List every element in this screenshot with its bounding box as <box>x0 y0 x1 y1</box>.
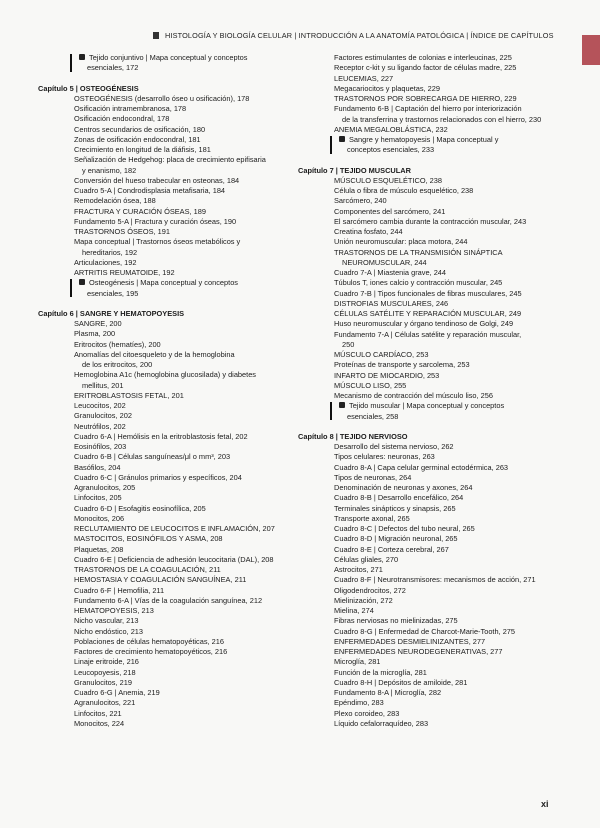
toc-entry <box>38 616 300 626</box>
toc-entry <box>298 719 568 729</box>
toc-entry <box>298 534 568 544</box>
toc-column-left <box>38 53 300 729</box>
entry-text: Células gliales, 270 <box>334 554 399 564</box>
toc-entry <box>38 463 300 473</box>
entry-text: 250 <box>342 339 355 349</box>
chapter-edge-tab <box>582 35 600 65</box>
entry-text: Transporte axonal, 265 <box>334 513 410 523</box>
entry-text: Plasma, 200 <box>74 329 116 339</box>
entry-text: Monocitos, 206 <box>74 513 125 523</box>
toc-entry <box>38 166 300 176</box>
entry-text: Cuadro 8-G | Enfermedad de Charcot-Marie-Tooth, 275 <box>334 626 516 636</box>
toc-entry <box>38 575 300 585</box>
entry-marker-bar <box>70 279 72 297</box>
entry-text: mellitus, 201 <box>82 380 124 390</box>
toc-entry <box>298 330 568 340</box>
entry-text: TRASTORNOS DE LA COAGULACIÓN, 211 <box>74 565 221 574</box>
entry-text: HEMOSTASIA Y COAGULACIÓN SANGUÍNEA, 211 <box>74 575 247 585</box>
entry-text: ENFERMEDADES DESMIELINIZANTES, 277 <box>334 636 486 646</box>
entry-text: Hemoglobina A1c (hemoglobina glucosilada) y diabetes <box>74 370 257 380</box>
page-number: xi <box>541 799 549 809</box>
entry-text: MÚSCULO LISO, 255 <box>334 380 407 390</box>
book-icon <box>339 136 345 142</box>
toc-entry <box>38 104 300 114</box>
entry-text: Cuadro 7-A | Miastenia grave, 244 <box>334 268 447 277</box>
toc-entry <box>298 678 568 688</box>
toc-entry <box>298 463 568 473</box>
toc-entry <box>38 657 300 667</box>
toc-entry <box>38 504 300 514</box>
entry-text: Cuadro 8-F | Neurotransmisores: mecanismos de acción, 271 <box>334 575 536 585</box>
toc-entry <box>38 258 300 268</box>
entry-text: Fundamento 5-A | Fractura y curación óseas, 190 <box>74 216 237 226</box>
toc-entry <box>38 186 300 196</box>
entry-text: HEMATOPOYESIS, 213 <box>74 606 154 615</box>
toc-entry <box>38 586 300 596</box>
entry-text: Receptor c-kit y su ligando factor de células madre, 225 <box>334 63 517 73</box>
entry-text: ENFERMEDADES NEURODEGENERATIVAS, 277 <box>334 647 503 656</box>
toc-entry <box>38 227 300 237</box>
toc-entry <box>298 473 568 483</box>
entry-text: El sarcómero cambia durante la contracción muscular, 243 <box>334 216 527 226</box>
entry-text: Célula o fibra de músculo esquelético, 238 <box>334 186 474 195</box>
toc-entry <box>38 678 300 688</box>
entry-text: Mapa conceptual | Trastornos óseos metabólicos y <box>74 237 241 247</box>
toc-entry <box>38 493 300 503</box>
concept-map-entry <box>38 278 300 288</box>
concept-map-entry <box>298 401 568 411</box>
entry-text: Sangre y hematopoyesis | Mapa conceptual y <box>349 135 499 144</box>
entry-text: Anomalías del citoesqueleto y de la hemoglobina <box>74 349 235 359</box>
toc-entry <box>298 524 568 534</box>
book-icon <box>79 279 85 285</box>
toc-entry <box>298 596 568 606</box>
entry-text: Túbulos T, iones calcio y contracción muscular, 245 <box>334 278 503 288</box>
toc-entry <box>38 432 300 442</box>
entry-text: Fundamento 8-A | Microglía, 282 <box>334 688 442 697</box>
toc-entry <box>298 627 568 637</box>
toc-entry <box>298 616 568 626</box>
toc-entry <box>298 565 568 575</box>
toc-entry <box>38 196 300 206</box>
toc-entry <box>298 637 568 647</box>
toc-entry <box>298 412 568 422</box>
entry-text: Remodelación ósea, 188 <box>74 196 156 206</box>
entry-text: Monocitos, 224 <box>74 718 125 728</box>
toc-entry <box>298 63 568 73</box>
entry-text: RECLUTAMIENTO DE LEUCOCITOS E INFLAMACIÓN, 207 <box>74 524 275 533</box>
running-header <box>153 31 573 43</box>
entry-text: Epéndimo, 283 <box>334 698 384 708</box>
entry-text: ERITROBLASTOSIS FETAL, 201 <box>74 390 184 400</box>
entry-text: Proteínas de transporte y sarcolema, 253 <box>334 360 470 370</box>
toc-entry <box>38 637 300 647</box>
entry-text: Cuadro 6-E | Deficiencia de adhesión leucocitaria (DAL), 208 <box>74 554 274 564</box>
toc-entry <box>38 606 300 616</box>
toc-entry <box>298 74 568 84</box>
entry-text: Fundamento 6-B | Captación del hierro por interiorización <box>334 104 522 114</box>
toc-entry <box>298 606 568 616</box>
toc-entry <box>38 401 300 411</box>
toc-entry <box>298 575 568 585</box>
entry-text: Plaquetas, 208 <box>74 544 124 554</box>
entry-text: Unión neuromuscular: placa motora, 244 <box>334 237 468 247</box>
header-square-icon <box>153 32 159 39</box>
toc-entry <box>298 278 568 288</box>
entry-text: FRACTURA Y CURACIÓN ÓSEAS, 189 <box>74 206 206 216</box>
entry-text: CÉLULAS SATÉLITE Y REPARACIÓN MUSCULAR, 249 <box>334 309 522 318</box>
toc-entry <box>38 411 300 421</box>
toc-entry <box>298 237 568 247</box>
toc-entry <box>298 350 568 360</box>
toc-entry <box>38 145 300 155</box>
entry-text: Sarcómero, 240 <box>334 196 387 206</box>
entry-text: Creatina fosfato, 244 <box>334 227 403 236</box>
entry-text: Centros secundarios de osificación, 180 <box>74 124 206 134</box>
entry-text: Componentes del sarcómero, 241 <box>334 206 446 216</box>
toc-entry <box>38 381 300 391</box>
toc-entry <box>298 176 568 186</box>
entry-text: Crecimiento en longitud de la diáfisis, 181 <box>74 145 211 154</box>
toc-entry <box>38 248 300 258</box>
entry-text: TRASTORNOS POR SOBRECARGA DE HIERRO, 229 <box>334 94 517 103</box>
entry-text: Granulocitos, 202 <box>74 411 132 421</box>
entry-text: Capítulo 7 | TEJIDO MUSCULAR <box>298 165 411 175</box>
toc-entry <box>38 340 300 350</box>
entry-text: Leucocitos, 202 <box>74 401 126 410</box>
entry-text: Cuadro 6-B | Células sanguíneas/μl o mm³, 203 <box>74 452 231 462</box>
toc-entry <box>298 207 568 217</box>
entry-text: Tejido conjuntivo | Mapa conceptual y conceptos <box>89 53 248 62</box>
book-icon <box>339 402 345 408</box>
toc-entry <box>298 319 568 329</box>
toc-entry <box>38 63 300 73</box>
entry-text: Cuadro 8-H | Depósitos de amiloide, 281 <box>334 677 468 687</box>
entry-text: NEUROMUSCULAR, 244 <box>342 257 427 267</box>
toc-entry <box>38 534 300 544</box>
entry-text: TRASTORNOS ÓSEOS, 191 <box>74 227 170 236</box>
entry-marker-bar <box>70 54 72 72</box>
entry-text: Función de la microglía, 281 <box>334 667 427 677</box>
toc-entry <box>298 299 568 309</box>
toc-entry <box>38 94 300 104</box>
toc-entry <box>38 207 300 217</box>
entry-text: Eosinófilos, 203 <box>74 442 127 451</box>
chapter-heading <box>298 166 568 176</box>
toc-entry <box>38 719 300 729</box>
toc-entry <box>298 84 568 94</box>
toc-entry <box>298 504 568 514</box>
entry-text: Cuadro 8-B | Desarrollo encefálico, 264 <box>334 493 464 503</box>
entry-text: Terminales sinápticos y sinapsis, 265 <box>334 503 456 513</box>
entry-marker-bar <box>330 402 332 420</box>
toc-entry <box>298 688 568 698</box>
entry-text: Tipos celulares: neuronas, 263 <box>334 452 435 462</box>
toc-entry <box>298 125 568 135</box>
entry-text: SANGRE, 200 <box>74 319 122 328</box>
toc-entry <box>38 217 300 227</box>
toc-column-right <box>298 53 568 729</box>
toc-entry <box>38 155 300 165</box>
toc-entry <box>38 698 300 708</box>
toc-entry <box>38 135 300 145</box>
header-title: HISTOLOGÍA Y BIOLOGÍA CELULAR | INTRODUCCIÓN A LA ANATOMÍA PATOLÓGICA | ÍNDICE DE CAPÍTULOS <box>165 31 554 40</box>
entry-text: Articulaciones, 192 <box>74 257 137 267</box>
toc-entry <box>298 493 568 503</box>
entry-text: Capítulo 6 | SANGRE Y HEMATOPOYESIS <box>38 308 185 318</box>
toc-entry <box>298 186 568 196</box>
toc-entry <box>38 452 300 462</box>
entry-text: Mecanismo de contracción del músculo liso, 256 <box>334 391 493 400</box>
entry-text: OSTEOGÉNESIS (desarrollo óseo u osificación), 178 <box>74 93 250 103</box>
entry-text: Eritrocitos (hematíes), 200 <box>74 339 161 349</box>
entry-text: Cuadro 6-F | Hemofilia, 211 <box>74 585 165 595</box>
entry-text: Fundamento 7-A | Células satélite y reparación muscular, <box>334 329 522 339</box>
toc-entry <box>38 555 300 565</box>
toc-entry <box>298 258 568 268</box>
toc-entry <box>38 289 300 299</box>
concept-map-entry <box>298 135 568 145</box>
toc-entry <box>298 391 568 401</box>
toc-entry <box>38 237 300 247</box>
entry-text: hereditarios, 192 <box>82 247 138 257</box>
toc-entry <box>298 709 568 719</box>
entry-text: de los eritrocitos, 200 <box>82 360 153 369</box>
entry-text: Factores estimulantes de colonias e interleucinas, 225 <box>334 53 512 62</box>
entry-text: DISTROFIAS MUSCULARES, 246 <box>334 298 449 308</box>
toc-entry <box>298 217 568 227</box>
entry-text: Capítulo 8 | TEJIDO NERVIOSO <box>298 431 408 441</box>
toc-entry <box>38 114 300 124</box>
entry-text: y enanismo, 182 <box>82 165 137 175</box>
toc-entry <box>38 176 300 186</box>
toc-entry <box>38 350 300 360</box>
entry-text: Basófilos, 204 <box>74 462 121 472</box>
toc-entry <box>38 565 300 575</box>
toc-entry <box>298 514 568 524</box>
entry-text: TRASTORNOS DE LA TRANSMISIÓN SINÁPTICA <box>334 247 503 257</box>
entry-text: Nicho endóstico, 213 <box>74 626 144 636</box>
entry-text: Plexo coroideo, 283 <box>334 708 400 718</box>
toc-entry <box>38 319 300 329</box>
book-icon <box>79 54 85 60</box>
entry-text: de la transferrina y trastornos relacionados con el hierro, 230 <box>342 114 542 124</box>
toc-entry <box>298 360 568 370</box>
entry-text: Cuadro 8-C | Defectos del tubo neural, 265 <box>334 524 475 533</box>
toc-entry <box>298 289 568 299</box>
toc-entry <box>298 145 568 155</box>
toc-entry <box>298 94 568 104</box>
toc-entry <box>38 627 300 637</box>
entry-text: MASTOCITOS, EOSINÓFILOS Y ASMA, 208 <box>74 534 223 544</box>
entry-text: Linaje eritroide, 216 <box>74 657 139 667</box>
entry-text: Osteogénesis | Mapa conceptual y conceptos <box>89 278 238 288</box>
toc-entry <box>298 196 568 206</box>
entry-text: Agranulocitos, 205 <box>74 483 136 492</box>
entry-text: esenciales, 195 <box>87 288 139 298</box>
toc-entry <box>38 709 300 719</box>
entry-text: Huso neuromuscular y órgano tendinoso de Golgi, 249 <box>334 319 514 329</box>
entry-text: Nicho vascular, 213 <box>74 616 139 626</box>
toc-entry <box>298 53 568 63</box>
entry-text: Neutrófilos, 202 <box>74 421 126 431</box>
toc-entry <box>298 248 568 258</box>
entry-text: Conversión del hueso trabecular en osteonas, 184 <box>74 175 240 185</box>
entry-text: Cuadro 6-C | Gránulos primarios y específicos, 204 <box>74 472 242 482</box>
entry-text: Poblaciones de células hematopoyéticas, 216 <box>74 636 224 646</box>
entry-text: ARTRITIS REUMATOIDE, 192 <box>74 268 175 277</box>
toc-entry <box>38 329 300 339</box>
toc-entry <box>38 473 300 483</box>
toc-entry <box>298 586 568 596</box>
toc-entry <box>298 668 568 678</box>
entry-text: esenciales, 258 <box>347 411 399 421</box>
toc-entry <box>298 340 568 350</box>
toc-entry <box>38 370 300 380</box>
toc-entry <box>38 483 300 493</box>
entry-text: Zonas de osificación endocondral, 181 <box>74 134 201 144</box>
entry-text: Líquido cefalorraquídeo, 283 <box>334 718 429 728</box>
entry-text: Linfocitos, 221 <box>74 708 122 718</box>
toc-entry <box>298 442 568 452</box>
toc-entry <box>38 668 300 678</box>
toc-entry <box>298 657 568 667</box>
entry-text: Cuadro 7-B | Tipos funcionales de fibras musculares, 245 <box>334 288 522 298</box>
toc-entry <box>38 596 300 606</box>
entry-text: ANEMIA MEGALOBLÁSTICA, 232 <box>334 124 448 134</box>
entry-text: Cuadro 5-A | Condrodisplasia metafisaria, 184 <box>74 186 226 195</box>
entry-text: Mielinización, 272 <box>334 595 393 605</box>
toc-entry <box>38 125 300 135</box>
toc-entry <box>38 514 300 524</box>
toc-entry <box>298 647 568 657</box>
entry-text: LEUCEMIAS, 227 <box>334 73 394 83</box>
toc-entry <box>38 688 300 698</box>
toc-entry <box>298 227 568 237</box>
entry-text: Microglía, 281 <box>334 657 381 667</box>
entry-text: Cuadro 8-A | Capa celular germinal ectodérmica, 263 <box>334 462 509 472</box>
entry-text: Capítulo 5 | OSTEOGÉNESIS <box>38 83 139 93</box>
entry-text: Cuadro 6-A | Hemólisis en la eritroblastosis fetal, 202 <box>74 431 248 441</box>
entry-text: Linfocitos, 205 <box>74 493 122 503</box>
toc-entry <box>298 452 568 462</box>
entry-text: Mielina, 274 <box>334 606 374 615</box>
toc-entry <box>38 268 300 278</box>
entry-text: Tejido muscular | Mapa conceptual y conceptos <box>349 401 505 411</box>
entry-text: Fundamento 6-A | Vías de la coagulación sanguínea, 212 <box>74 595 263 605</box>
toc-entry <box>298 104 568 114</box>
toc-entry <box>38 647 300 657</box>
toc-entry <box>298 698 568 708</box>
chapter-heading <box>38 84 300 94</box>
toc-entry <box>298 381 568 391</box>
chapter-heading <box>298 432 568 442</box>
toc-entry <box>298 115 568 125</box>
entry-text: Tipos de neuronas, 264 <box>334 472 412 482</box>
entry-text: MÚSCULO ESQUELÉTICO, 238 <box>334 175 443 185</box>
entry-text: Señalización de Hedgehog: placa de crecimiento epifisaria <box>74 155 266 165</box>
entry-text: Agranulocitos, 221 <box>74 698 136 708</box>
chapter-heading <box>38 309 300 319</box>
entry-text: Cuadro 8-E | Corteza cerebral, 267 <box>334 544 449 554</box>
entry-text: Desarrollo del sistema nervioso, 262 <box>334 442 454 451</box>
toc-entry <box>298 371 568 381</box>
entry-text: Cuadro 6-G | Anemia, 219 <box>74 688 160 697</box>
entry-text: Leucopoyesis, 218 <box>74 667 136 677</box>
entry-text: Osificación intramembranosa, 178 <box>74 104 187 113</box>
entry-text: Megacariocitos y plaquetas, 229 <box>334 83 440 93</box>
entry-text: MÚSCULO CARDÍACO, 253 <box>334 350 429 359</box>
toc-entry <box>298 483 568 493</box>
entry-text: Cuadro 8-D | Migración neuronal, 265 <box>334 534 458 544</box>
toc-entry <box>298 555 568 565</box>
entry-text: Granulocitos, 219 <box>74 677 132 687</box>
entry-text: Factores de crecimiento hematopoyéticos, 216 <box>74 647 228 656</box>
entry-marker-bar <box>330 136 332 154</box>
toc-entry <box>38 524 300 534</box>
toc-entry <box>38 391 300 401</box>
toc-entry <box>298 268 568 278</box>
entry-text: Denominación de neuronas y axones, 264 <box>334 483 473 492</box>
toc-entry <box>298 545 568 555</box>
entry-text: Astrocitos, 271 <box>334 565 383 574</box>
concept-map-entry <box>38 53 300 63</box>
entry-text: esenciales, 172 <box>87 63 139 73</box>
toc-entry <box>38 422 300 432</box>
entry-text: Osificación endocondral, 178 <box>74 114 170 124</box>
entry-text: Cuadro 6-D | Esofagitis eosinofílica, 205 <box>74 503 206 513</box>
entry-text: conceptos esenciales, 233 <box>347 145 435 155</box>
toc-entry <box>298 309 568 319</box>
entry-text: INFARTO DE MIOCARDIO, 253 <box>334 370 440 380</box>
entry-text: Fibras nerviosas no mielinizadas, 275 <box>334 616 458 626</box>
toc-entry <box>38 442 300 452</box>
entry-text: Oligodendrocitos, 272 <box>334 585 406 595</box>
toc-entry <box>38 545 300 555</box>
toc-entry <box>38 360 300 370</box>
